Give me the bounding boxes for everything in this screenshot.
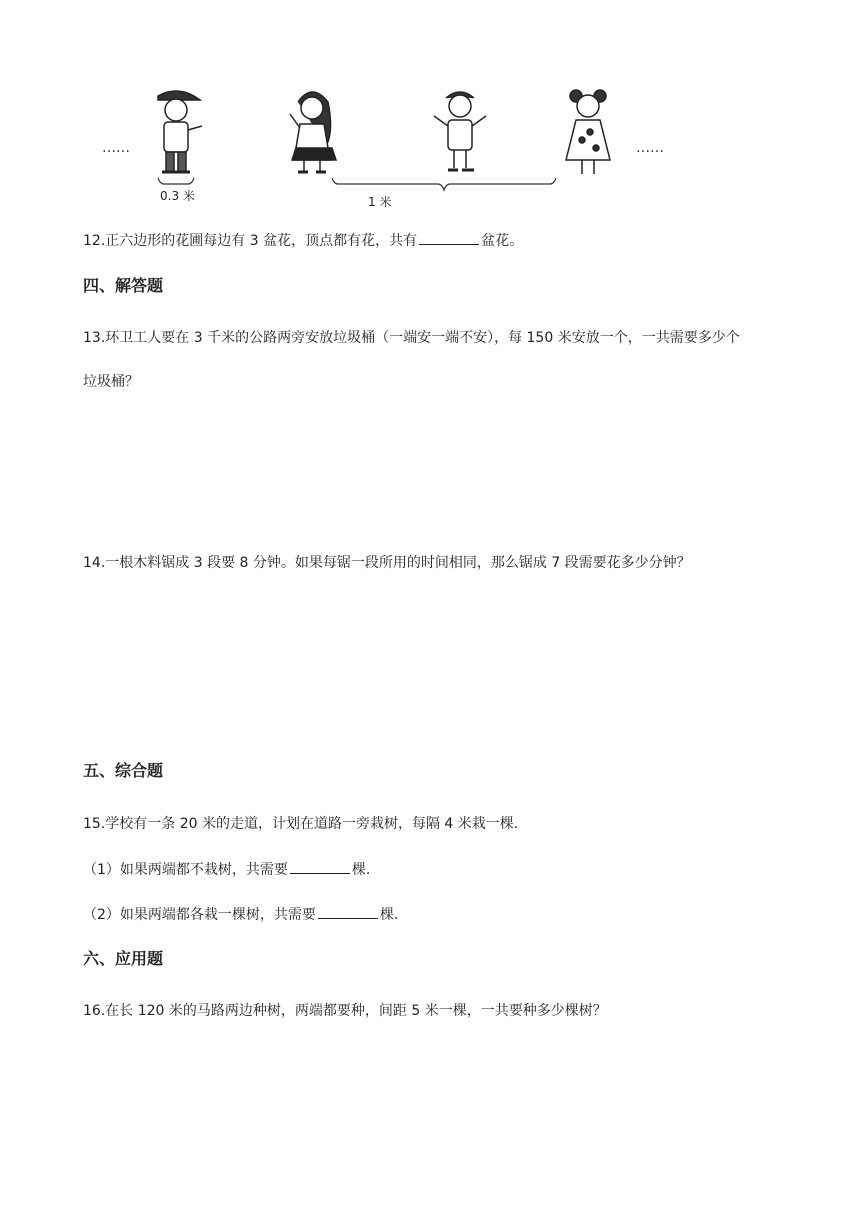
bracket-small xyxy=(158,178,194,184)
question-12 xyxy=(83,230,523,251)
question-14: 14.一根木料锯成 3 段要 8 分钟。如果每锯一段所用的时间相同，那么锯成 7 段需要花多少分钟？ xyxy=(83,555,691,571)
bracket-large xyxy=(332,178,556,190)
girl-long-hair-figure xyxy=(290,92,336,172)
question-15-part-1-text: （1）如果两端都不栽树，共需要 xyxy=(83,862,288,878)
section-heading-6: 六、应用题 xyxy=(83,949,164,968)
question-13-line-2: 垃圾桶？ xyxy=(83,374,139,390)
question-15-part-1-suffix: 棵. xyxy=(351,862,371,878)
question-15-part-1 xyxy=(83,859,370,880)
question-15-part-2-suffix: 棵. xyxy=(379,907,399,923)
dots-left: …… xyxy=(102,140,130,156)
children-spacing-illustration xyxy=(96,74,676,214)
section-heading-4: 四、解答题 xyxy=(83,276,164,295)
boy-waving-figure xyxy=(434,92,486,170)
question-15-part-2 xyxy=(83,904,398,925)
answer-blank-15-2[interactable] xyxy=(318,904,378,919)
question-16: 16.在长 120 米的马路两边种树，两端都要种，间距 5 米一棵，一共要种多少棵树？ xyxy=(83,1003,607,1019)
question-13-line-1: 13.环卫工人要在 3 千米的公路两旁安放垃圾桶（一端安一端不安），每 150 米安放一个，一共需要多少个 xyxy=(83,330,740,346)
question-12-suffix: 盆花。 xyxy=(481,233,524,249)
dots-right: …… xyxy=(636,140,664,156)
question-15: 15.学校有一条 20 米的走道，计划在道路一旁栽树，每隔 4 米栽一棵. xyxy=(83,816,519,832)
answer-blank-15-1[interactable] xyxy=(290,859,350,874)
answer-blank-12[interactable] xyxy=(419,230,479,245)
label-0-3-meter: 0.3 米 xyxy=(160,189,195,203)
section-heading-5: 五、综合题 xyxy=(83,761,164,780)
question-12-text: 12.正六边形的花圃每边有 3 盆花，顶点都有花，共有 xyxy=(83,233,418,249)
boy-with-cap-figure xyxy=(158,91,202,172)
question-15-part-2-text: （2）如果两端都各栽一棵树，共需要 xyxy=(83,907,316,923)
girl-pigtails-figure xyxy=(566,90,610,174)
label-1-meter: 1 米 xyxy=(368,195,392,209)
